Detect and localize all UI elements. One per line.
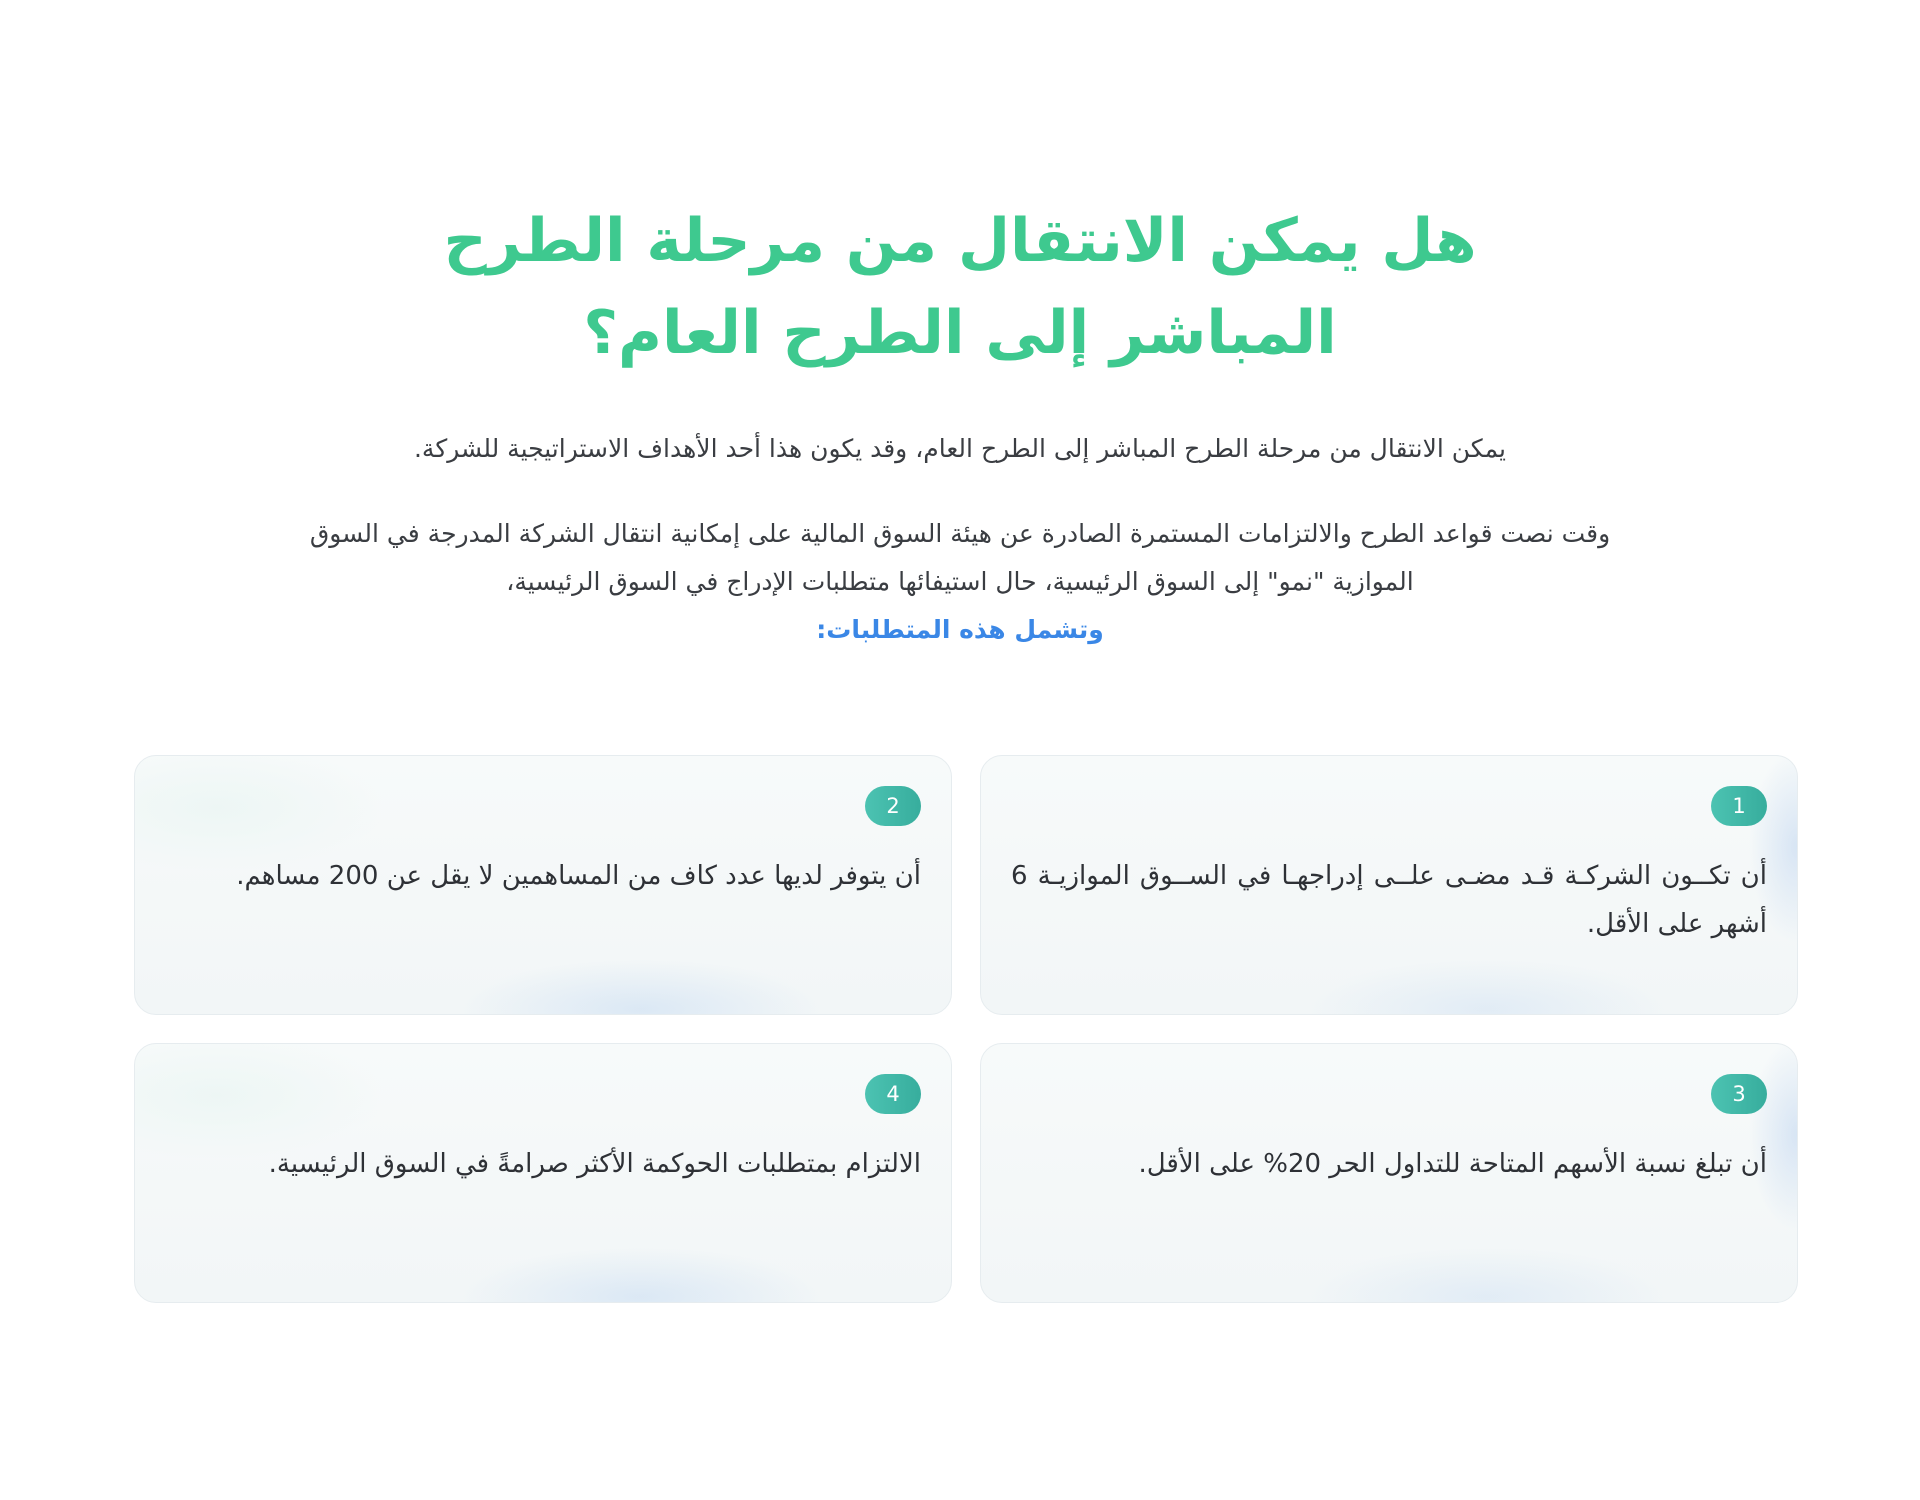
requirements-label: وتشمل هذه المتطلبات:	[816, 615, 1104, 644]
requirement-text: الالتزام بمتطلبات الحوكمة الأكثر صرامةً في السوق الرئيسية.	[268, 1149, 921, 1179]
requirement-number-badge: 4	[865, 1074, 921, 1114]
requirement-card-2	[134, 755, 952, 1015]
requirement-card-3	[980, 1043, 1798, 1303]
requirement-card-4	[134, 1043, 952, 1303]
requirements-paragraph	[300, 510, 1620, 654]
requirements-grid	[134, 755, 1798, 1303]
paragraph-text: وقت نصت قواعد الطرح والالتزامات المستمرة الصادرة عن هيئة السوق المالية على إمكانية انتقال الشركة المدرجة في السوق الموازية "نمو" إلى السوق الرئيسية، حال استيفائها متطلبات الإدراج في السوق الرئيسية،	[309, 519, 1611, 596]
requirement-number-badge: 3	[1711, 1074, 1767, 1114]
requirement-card-1	[980, 755, 1798, 1015]
requirement-text: أن تكــون الشركـة قـد مضـى علــى إدراجهـا في الســوق الموازيـة 6 أشهر على الأقل.	[1011, 861, 1767, 939]
requirement-number-badge: 2	[865, 786, 921, 826]
intro-text: يمكن الانتقال من مرحلة الطرح المباشر إلى الطرح العام، وقد يكون هذا أحد الأهداف الاستراتيجية للشركة.	[413, 434, 1507, 463]
requirement-text: أن تبلغ نسبة الأسهم المتاحة للتداول الحر 20% على الأقل.	[1138, 1149, 1767, 1179]
requirement-number-badge: 1	[1711, 786, 1767, 826]
section-heading: هل يمكن الانتقال من مرحلة الطرح المباشر إلى الطرح العام؟	[443, 206, 1477, 368]
requirement-text: أن يتوفر لديها عدد كاف من المساهمين لا يقل عن 200 مساهم.	[236, 861, 921, 891]
